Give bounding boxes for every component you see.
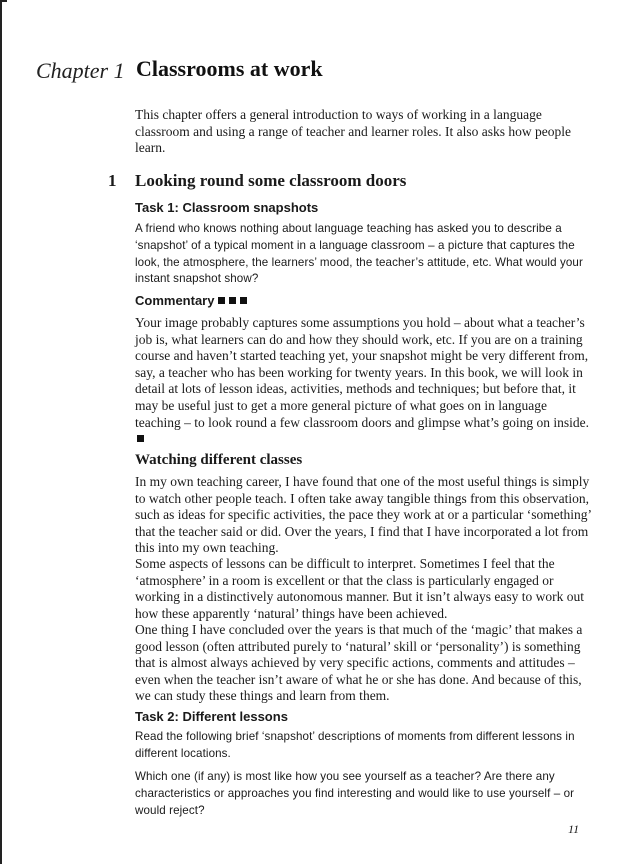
task1-body: A friend who knows nothing about language teaching has asked you to describe a ‘snapshot’ of a typical moment in a language classroom – a picture that captures the look, the atmosphere, the learners’ mood, the teacher’s attitude, etc. What would your instant snapshot show? — [135, 222, 583, 286]
square-bullet-icon — [229, 297, 236, 304]
page-number: 11 — [568, 822, 580, 836]
end-square-icon — [137, 435, 144, 442]
commentary-heading — [135, 293, 247, 308]
task2-para1: Read the following brief ‘snapshot’ descriptions of moments from different lessons in different locations. — [135, 730, 575, 760]
chapter-intro: This chapter offers a general introduction to ways of working in a language classroom and using a range of teacher and learner roles. It also asks how people learn. — [135, 107, 571, 156]
square-bullet-icon — [240, 297, 247, 304]
commentary-body-text: Your image probably captures some assumptions you hold – about what a teacher’s job is, what learners can do and how they should work, etc. If you are on a training course and haven’t started teaching yet, your snapshot might be very different from, say, a teacher who has been working for twenty years. In this book, we will look in detail at lots of lesson ideas, activities, methods and techniques; but before that, it may be useful just to get a more general picture of what goes on in language teaching – to look round a few classroom doors and glimpse what’s going on inside. — [135, 315, 590, 430]
page-edge — [0, 0, 2, 864]
watching-para2: Some aspects of lessons can be difficult to interpret. Sometimes I feel that the ‘atmosphere’ in a room is excellent or that the class is particularly engaged or working in a distinctively autonomous manner. But it isn’t always easy to work out how these apparently ‘natural’ things have been achieved. — [135, 556, 584, 621]
task2-para2: Which one (if any) is most like how you see yourself as a teacher? Are there any characteristics or approaches you find interesting and would like to use yourself – or would reject? — [135, 770, 575, 817]
watching-para3: One thing I have concluded over the years is that much of the ‘magic’ that makes a good lesson (often attributed purely to ‘natural’ skill or ‘personality’) is something that is almost always achieved by very specific actions, comments and attitudes – even when the teacher isn’t aware of what he or she has done. And because of this, we can study these things and learn from them. — [135, 622, 583, 704]
page-edge-top — [0, 0, 7, 2]
watching-heading: Watching different classes — [135, 452, 303, 468]
commentary-heading-text: Commentary — [135, 293, 215, 308]
section-title: Looking round some classroom doors — [135, 171, 407, 190]
task1-heading: Task 1: Classroom snapshots — [135, 200, 319, 215]
section-number: 1 — [108, 171, 117, 190]
chapter-label: Chapter 1 — [36, 58, 125, 83]
watching-para1: In my own teaching career, I have found that one of the most useful things is simply to watch other people teach. I often take away tangible things from this observation, such as ideas for specific activities, the pace they work at or a particular ‘something’ that the teacher said or did. Over the years, I find that I have incorporated a lot from this into my own teaching. — [135, 474, 591, 556]
square-bullet-icon — [218, 297, 225, 304]
commentary-body — [135, 315, 595, 448]
chapter-title: Classrooms at work — [136, 56, 323, 81]
task2-heading: Task 2: Different lessons — [135, 709, 288, 724]
